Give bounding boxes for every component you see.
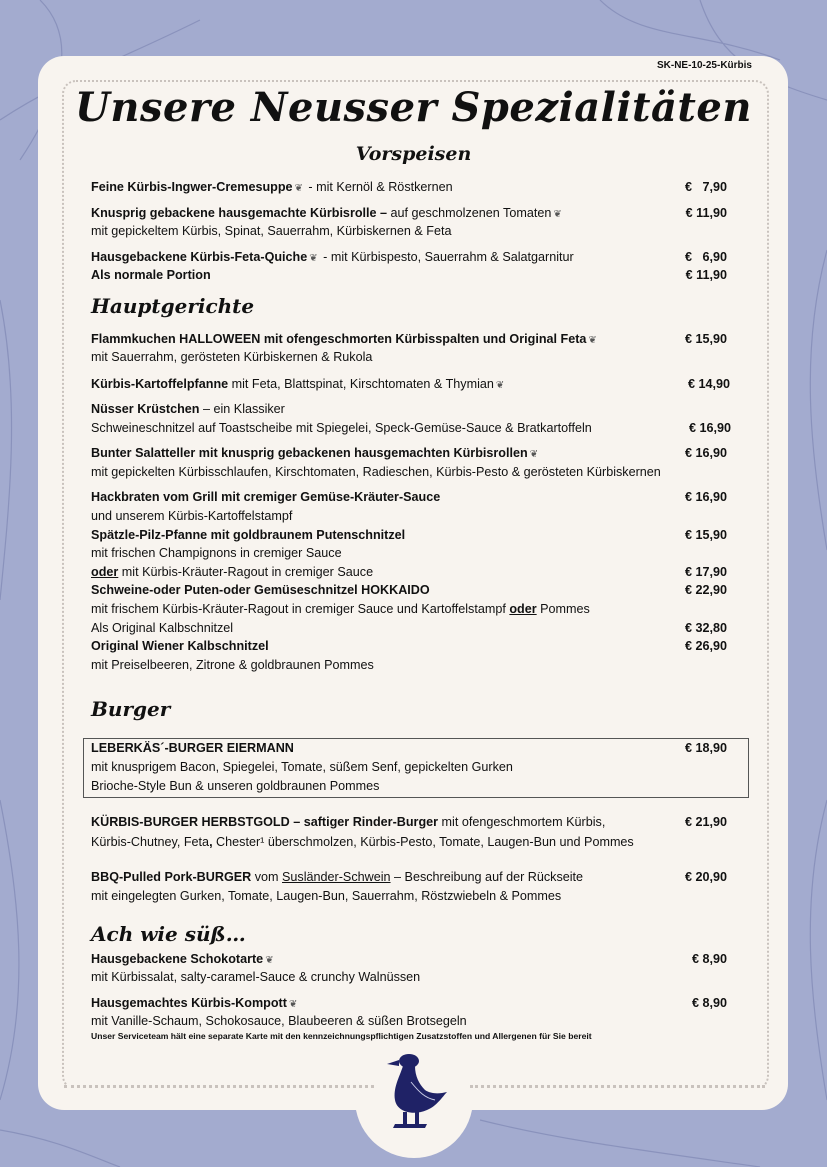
menu-line-text: mit frischen Champignons in cremiger Sauce	[91, 546, 342, 560]
menu-line	[91, 348, 372, 366]
menu-line	[91, 507, 292, 525]
menu-line-text: Kürbis-Kartoffelpfanne	[91, 377, 229, 391]
menu-line	[91, 950, 276, 968]
menu-line-text: mit ofengeschmortem Kürbis,	[438, 815, 606, 829]
menu-line	[91, 619, 233, 637]
menu-line-text: Hackbraten vom Grill mit cremiger Gemüse-Kräuter-Sauce	[91, 490, 441, 504]
menu-code: SK-NE-10-25-Kürbis	[656, 60, 752, 71]
menu-line	[91, 600, 590, 618]
menu-line-text: mit Sauerrahm, gerösteten Kürbiskernen & Rukola	[91, 350, 373, 364]
menu-line-text: - mit Kernöl & Röstkernen	[304, 180, 453, 194]
menu-line	[91, 581, 430, 599]
menu-line	[91, 248, 574, 266]
menu-line-text: - mit Kürbispesto, Sauerrahm & Salatgarnitur	[319, 250, 574, 264]
menu-price: € 16,90	[684, 490, 727, 504]
menu-line-text: auf geschmolzenen Tomaten	[387, 206, 552, 220]
leaf-icon: ❦	[553, 209, 562, 220]
menu-line-text: mit Feta, Blattspinat, Kirschtomaten & Thymian	[228, 377, 494, 391]
menu-line-text: Hausgebackene Kürbis-Feta-Quiche	[91, 250, 308, 264]
menu-line-text: ,	[209, 835, 213, 849]
menu-line	[91, 994, 299, 1012]
menu-line-text: mit Preiselbeeren, Zitrone & goldbraunen Pommes	[91, 658, 374, 672]
menu-price: € 8,90	[691, 996, 727, 1010]
menu-line-text: oder	[509, 602, 537, 616]
menu-price: € 15,90	[684, 332, 727, 346]
menu-line-text: Schweine-oder Puten-oder Gemüseschnitzel HOKKAIDO	[91, 583, 430, 597]
menu-line-text: mit Vanille-Schaum, Schokosauce, Blaubeeren & süßen Brotsegeln	[91, 1014, 467, 1028]
menu-line-text: Spätzle-Pilz-Pfanne mit goldbraunem Putenschnitzel	[91, 528, 406, 542]
menu-price: € 6,90	[684, 250, 727, 264]
menu-line	[91, 444, 540, 462]
menu-line	[91, 739, 294, 757]
menu-line-text: mit gepickelten Kürbisschlaufen, Kirschtomaten, Radieschen, Kürbis-Pesto & gerösteten Kürbiskernen	[91, 465, 661, 479]
menu-line-text: mit gepickeltem Kürbis, Spinat, Sauerrahm, Kürbiskernen & Feta	[91, 224, 452, 238]
menu-price: € 16,90	[684, 446, 727, 460]
section-title-hauptgerichte: Hauptgerichte	[91, 294, 255, 318]
menu-line-text: – Beschreibung auf der Rückseite	[390, 870, 584, 884]
menu-price: € 11,90	[685, 206, 727, 220]
leaf-icon: ❦	[288, 999, 298, 1010]
menu-line-text: Hausgebackene Schokotarte	[91, 952, 264, 966]
menu-line-text: Nüsser Krüstchen	[91, 402, 200, 416]
menu-price: € 21,90	[684, 815, 727, 829]
menu-line-text: mit frischem Kürbis-Kräuter-Ragout in cremiger Sauce und Kartoffelstampf	[91, 602, 510, 616]
page-title: Unsere Neusser Spezialitäten	[75, 84, 752, 131]
menu-line	[91, 887, 561, 905]
leaf-icon: ❦	[588, 335, 597, 346]
menu-line	[91, 868, 583, 886]
menu-line	[91, 266, 211, 284]
menu-line	[91, 419, 592, 437]
menu-line	[91, 833, 634, 851]
menu-line	[91, 526, 405, 544]
menu-line	[91, 544, 342, 562]
menu-line-text: Kürbis-Chutney, Feta	[91, 835, 210, 849]
dotted-border-bottom-left	[64, 1085, 374, 1088]
menu-line	[91, 330, 599, 348]
menu-line-text: mit eingelegten Gurken, Tomate, Laugen-Bun, Sauerrahm, Röstzwiebeln & Pommes	[91, 889, 562, 903]
menu-line-text: Susländer-Schwein	[282, 870, 391, 884]
menu-price: € 16,90	[688, 421, 731, 435]
menu-line	[91, 178, 453, 196]
menu-price: € 22,90	[684, 583, 727, 597]
menu-line-text: mit Kürbis-Kräuter-Ragout in cremiger Sauce	[118, 565, 374, 579]
menu-line-text: BBQ-Pulled Pork-BURGER	[91, 870, 252, 884]
duck-logo-icon	[385, 1052, 447, 1134]
menu-line	[91, 777, 379, 795]
menu-price: € 32,80	[684, 621, 727, 635]
menu-line	[91, 375, 506, 393]
menu-line-text: mit Kürbissalat, salty-caramel-Sauce & crunchy Walnüssen	[91, 970, 421, 984]
section-title-burger: Burger	[91, 697, 171, 721]
menu-line	[91, 656, 374, 674]
section-title-vorspeisen: Vorspeisen	[355, 143, 472, 165]
leaf-icon: ❦	[309, 253, 318, 264]
menu-line-text: KÜRBIS-BURGER HERBSTGOLD – saftiger Rinder-Burger	[91, 815, 439, 829]
menu-line	[91, 968, 420, 986]
menu-price: € 11,90	[685, 268, 727, 282]
leaf-icon: ❦	[294, 183, 303, 194]
menu-price: € 14,90	[687, 377, 730, 391]
menu-line	[91, 813, 605, 831]
menu-line	[91, 222, 451, 240]
menu-price: € 8,90	[691, 952, 727, 966]
menu-line-text: Feine Kürbis-Ingwer-Cremesuppe	[91, 180, 293, 194]
menu-line	[91, 1012, 467, 1030]
menu-line-text: Brioche-Style Bun & unseren goldbraunen Pommes	[91, 779, 380, 793]
menu-line-text: und unserem Kürbis-Kartoffelstampf	[91, 509, 293, 523]
section-title-desserts: Ach wie süß…	[91, 922, 246, 946]
menu-line-text: Pommes	[536, 602, 590, 616]
menu-line-text: Original Wiener Kalbschnitzel	[91, 639, 269, 653]
menu-line-text: vom	[251, 870, 283, 884]
menu-line-text: LEBERKÄS´-BURGER EIERMANN	[91, 741, 294, 755]
menu-line-text: Bunter Salatteller mit knusprig gebackenen hausgemachten Kürbisrollen	[91, 446, 528, 460]
menu-line-text: Knusprig gebackene hausgemachte Kürbisrolle –	[91, 206, 388, 220]
menu-line-text: Hausgemachtes Kürbis-Kompott	[91, 996, 287, 1010]
menu-line-text: mit knusprigem Bacon, Spiegelei, Tomate, süßem Senf, gepickelten Gurken	[91, 760, 513, 774]
menu-price: € 7,90	[684, 180, 727, 194]
menu-line	[91, 463, 661, 481]
menu-line-text: oder	[91, 565, 119, 579]
menu-price: € 17,90	[684, 565, 727, 579]
menu-price: € 15,90	[684, 528, 727, 542]
leaf-icon: ❦	[265, 955, 274, 966]
menu-line	[91, 758, 513, 776]
menu-line-text: – ein Klassiker	[199, 402, 285, 416]
menu-line-text: Schweineschnitzel auf Toastscheibe mit Spiegelei, Speck-Gemüse-Sauce & Bratkartoffeln	[91, 421, 592, 435]
leaf-icon: ❦	[495, 380, 505, 391]
menu-line-text: Als Original Kalbschnitzel	[91, 621, 234, 635]
allergen-note: Unser Serviceteam hält eine separate Karte mit den kennzeichnungspflichtigen Zusatzstoffen und Allergenen für Sie bereit	[91, 1031, 592, 1041]
menu-line-text: Flammkuchen HALLOWEEN mit ofengeschmorten Kürbisspalten und Original Feta	[91, 332, 587, 346]
menu-price: € 18,90	[684, 741, 727, 755]
menu-price: € 26,90	[684, 639, 727, 653]
menu-line	[91, 563, 373, 581]
menu-line	[91, 204, 564, 222]
dotted-border-bottom-right	[470, 1085, 765, 1088]
menu-price: € 20,90	[684, 870, 727, 884]
menu-line-text: Chester¹ überschmolzen, Kürbis-Pesto, Tomate, Laugen-Bun und Pommes	[212, 835, 634, 849]
menu-line	[91, 400, 285, 418]
menu-line	[91, 488, 440, 506]
leaf-icon: ❦	[529, 449, 539, 460]
menu-line-text: Als normale Portion	[91, 268, 211, 282]
menu-line	[91, 637, 269, 655]
